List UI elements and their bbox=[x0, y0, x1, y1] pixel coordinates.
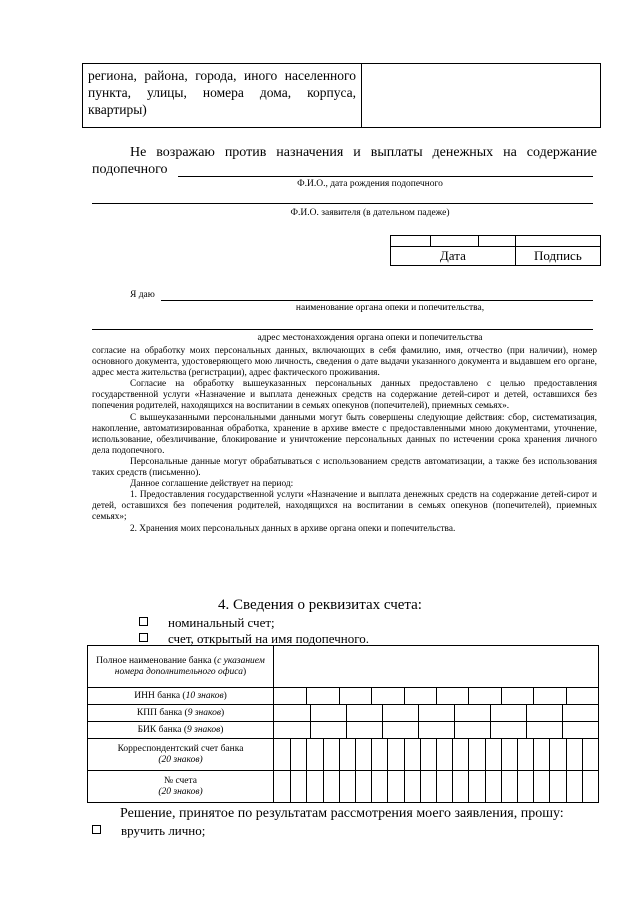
digit-cell-divider bbox=[382, 722, 383, 738]
digit-cell-divider bbox=[404, 771, 405, 802]
date-year-cell[interactable] bbox=[479, 236, 515, 247]
account-number-cells bbox=[274, 771, 599, 803]
digit-cell-divider bbox=[517, 739, 518, 770]
corr-account-label: Корреспондентский счет банка (20 знаков) bbox=[88, 739, 274, 771]
digit-cell-divider bbox=[290, 771, 291, 802]
guardianship-address-caption: адрес местонахождения органа опеки и попечительства bbox=[257, 333, 483, 343]
account-number-label: № счета (20 знаков) bbox=[88, 771, 274, 803]
digit-cell-divider bbox=[355, 739, 356, 770]
digit-cell-divider bbox=[346, 722, 347, 738]
digit-cell-divider bbox=[387, 739, 388, 770]
inn-label: ИНН банка (10 знаков) bbox=[88, 688, 274, 705]
signature-cell[interactable] bbox=[515, 236, 600, 247]
bank-details-table bbox=[87, 645, 599, 803]
inn-digit-grid[interactable] bbox=[274, 688, 598, 704]
address-table bbox=[82, 63, 601, 128]
digit-cell-divider bbox=[290, 739, 291, 770]
digit-cell-divider bbox=[468, 771, 469, 802]
digit-cell-divider bbox=[533, 739, 534, 770]
digit-cell-divider bbox=[501, 688, 502, 704]
guardianship-org-line[interactable] bbox=[161, 300, 593, 301]
digit-cell-divider bbox=[485, 739, 486, 770]
signature-label: Подпись bbox=[515, 247, 600, 266]
inn-cells bbox=[274, 688, 599, 705]
digit-cell-divider bbox=[310, 722, 311, 738]
digit-cell-divider bbox=[490, 722, 491, 738]
digit-cell-divider bbox=[454, 705, 455, 721]
digit-cell-divider bbox=[566, 771, 567, 802]
option-deliver-personally[interactable] bbox=[92, 823, 205, 839]
account-section-heading: 4. Сведения о реквизитах счета: bbox=[218, 597, 422, 613]
digit-cell-divider bbox=[420, 739, 421, 770]
digit-cell-divider bbox=[404, 739, 405, 770]
digit-cell-divider bbox=[371, 771, 372, 802]
option-nominal-account[interactable] bbox=[139, 615, 275, 631]
digit-cell-divider bbox=[562, 722, 563, 738]
bank-name-label: Полное наименование банка (с указанием номера дополнительного офиса) bbox=[88, 646, 274, 688]
digit-cell-divider bbox=[306, 688, 307, 704]
bank-name-cell[interactable] bbox=[274, 646, 599, 688]
pd-paragraph-4: Персональные данные могут обрабатываться с использованием средств автоматизации, а также без использования таких средств (письменно). bbox=[92, 456, 597, 479]
bik-digit-grid[interactable] bbox=[274, 722, 598, 738]
kpp-cells bbox=[274, 705, 599, 722]
digit-cell-divider bbox=[339, 688, 340, 704]
digit-cell-divider bbox=[533, 688, 534, 704]
option-label: номинальный счет; bbox=[168, 615, 275, 630]
digit-cell-divider bbox=[382, 705, 383, 721]
ward-name-line[interactable] bbox=[178, 176, 593, 177]
digit-cell-divider bbox=[371, 739, 372, 770]
consent-sentence: Не возражаю против назначения и выплаты денежных на содержание подопечного bbox=[92, 145, 597, 177]
date-month-cell[interactable] bbox=[431, 236, 479, 247]
pd-consent-body bbox=[92, 346, 597, 535]
digit-cell-divider bbox=[452, 739, 453, 770]
date-day-cell[interactable] bbox=[391, 236, 431, 247]
digit-cell-divider bbox=[517, 771, 518, 802]
digit-cell-divider bbox=[339, 771, 340, 802]
corr-account-digit-grid[interactable] bbox=[274, 739, 598, 770]
pd-paragraph-7: 2. Хранения моих персональных данных в архиве органа опеки и попечительства. bbox=[130, 523, 456, 534]
pd-paragraph-1: согласие на обработку моих персональных данных, включающих в себя фамилию, имя, отчество (при наличии), номер основного документа, удостоверяющего мою личность, сведения о дате выдачи указанного документа и выдавшем его органе, адрес места жительства (регистрации), адрес фактического проживания. bbox=[92, 346, 597, 379]
guardianship-address-line[interactable] bbox=[92, 329, 593, 330]
digit-cell-divider bbox=[454, 722, 455, 738]
consent-text bbox=[92, 144, 597, 178]
digit-cell-divider bbox=[355, 771, 356, 802]
date-label: Дата bbox=[391, 247, 516, 266]
checkbox[interactable] bbox=[139, 617, 148, 626]
digit-cell-divider bbox=[306, 739, 307, 770]
option-label: вручить лично; bbox=[121, 823, 206, 838]
bik-cells bbox=[274, 722, 599, 739]
checkbox[interactable] bbox=[92, 825, 101, 834]
digit-cell-divider bbox=[387, 771, 388, 802]
digit-cell-divider bbox=[404, 688, 405, 704]
digit-cell-divider bbox=[436, 771, 437, 802]
digit-cell-divider bbox=[323, 771, 324, 802]
address-label: региона, района, города, иного населенного пункта, улицы, номера дома, корпуса, квартиры) bbox=[83, 64, 362, 128]
digit-cell-divider bbox=[323, 739, 324, 770]
digit-cell-divider bbox=[420, 771, 421, 802]
digit-cell-divider bbox=[436, 739, 437, 770]
digit-cell-divider bbox=[418, 705, 419, 721]
digit-cell-divider bbox=[468, 688, 469, 704]
ward-name-caption: Ф.И.О., дата рождения подопечного bbox=[297, 179, 443, 189]
digit-cell-divider bbox=[306, 771, 307, 802]
digit-cell-divider bbox=[501, 739, 502, 770]
digit-cell-divider bbox=[562, 705, 563, 721]
digit-cell-divider bbox=[549, 739, 550, 770]
digit-cell-divider bbox=[582, 771, 583, 802]
digit-cell-divider bbox=[346, 705, 347, 721]
digit-cell-divider bbox=[418, 722, 419, 738]
address-value-cell[interactable] bbox=[362, 64, 601, 128]
digit-cell-divider bbox=[468, 739, 469, 770]
digit-cell-divider bbox=[549, 771, 550, 802]
digit-cell-divider bbox=[526, 722, 527, 738]
digit-cell-divider bbox=[526, 705, 527, 721]
digit-cell-divider bbox=[490, 705, 491, 721]
pd-paragraph-3: С вышеуказанными персональными данными могут быть совершены следующие действия: сбор, систематизация, накопление, автоматизированная обработка, хранение в архиве вместе с предоставленными мною документами, уточнение, использование, обезличивание, блокирование и уничтожение персональных данных по истечении срока хранения личного дела подопечного. bbox=[92, 412, 597, 456]
checkbox[interactable] bbox=[139, 633, 148, 642]
guardianship-org-caption: наименование органа опеки и попечительства, bbox=[295, 303, 485, 313]
date-signature-table bbox=[390, 235, 601, 266]
digit-cell-divider bbox=[533, 771, 534, 802]
bik-label: БИК банка (9 знаков) bbox=[88, 722, 274, 739]
pd-paragraph-5: Данное соглашение действует на период: bbox=[130, 479, 294, 490]
digit-cell-divider bbox=[501, 771, 502, 802]
kpp-label: КПП банка (9 знаков) bbox=[88, 705, 274, 722]
digit-cell-divider bbox=[339, 739, 340, 770]
i-give-label: Я даю bbox=[130, 290, 155, 300]
kpp-digit-grid[interactable] bbox=[274, 705, 598, 721]
corr-account-cells bbox=[274, 739, 599, 771]
option-label: счет, открытый на имя подопечного. bbox=[168, 631, 369, 646]
pd-paragraph-2: Согласие на обработку вышеуказанных персональных данных предоставлено с целью предоставления государственной услуги «Назначение и выплата денежных средств на содержание детей-сирот и детей, оставшихся без попечения родителей, находящихся на воспитании в семьях опекунов (попечителей), приемных семьях». bbox=[92, 379, 597, 412]
decision-text: Решение, принятое по результатам рассмотрения моего заявления, прошу: bbox=[120, 806, 564, 821]
account-number-digit-grid[interactable] bbox=[274, 771, 598, 802]
digit-cell-divider bbox=[566, 739, 567, 770]
applicant-name-line[interactable] bbox=[92, 203, 593, 204]
applicant-name-caption: Ф.И.О. заявителя (в дательном падеже) bbox=[290, 208, 450, 218]
digit-cell-divider bbox=[582, 739, 583, 770]
digit-cell-divider bbox=[310, 705, 311, 721]
pd-paragraph-6: 1. Предоставления государственной услуги «Назначение и выплата денежных средств на содержание детей-сирот и детей, оставшихся без попечения родителей, находящихся на воспитании в семьях опекунов (попечителей), приемных семьях»; bbox=[92, 490, 597, 523]
digit-cell-divider bbox=[485, 771, 486, 802]
digit-cell-divider bbox=[452, 771, 453, 802]
digit-cell-divider bbox=[436, 688, 437, 704]
digit-cell-divider bbox=[371, 688, 372, 704]
digit-cell-divider bbox=[566, 688, 567, 704]
